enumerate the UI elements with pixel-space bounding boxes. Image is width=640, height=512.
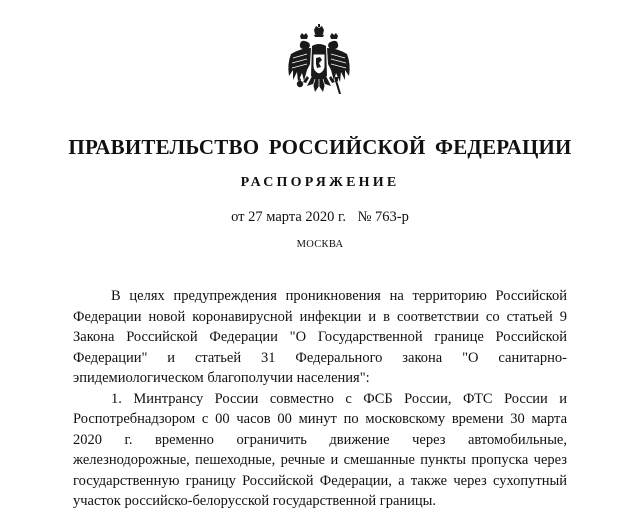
government-title: ПРАВИТЕЛЬСТВО РОССИЙСКОЙ ФЕДЕРАЦИИ <box>68 135 572 159</box>
document-number: № 763-р <box>357 209 409 225</box>
document-type: РАСПОРЯЖЕНИЕ <box>240 175 400 190</box>
document-city: МОСКВА <box>296 239 344 250</box>
document-body <box>73 286 567 512</box>
document-date: от 27 марта 2020 г. <box>231 209 346 225</box>
coat-of-arms-icon <box>283 24 355 106</box>
preamble-paragraph: В целях предупреждения проникновения на территорию Российской Федерации новой коронавирусной инфекции и в соответствии со статьей 9 Закона Российской Федерации "О Государственной границе Российской Федерации" и статьей 31 Федерального закона "О санитарно-эпидемиологическом благополучии населения": <box>73 288 567 386</box>
item-1-paragraph: 1. Минтрансу России совместно с ФСБ России, ФТС России и Роспотребнадзором с 00 часов 00 минут по московскому времени 30 марта 2020 г. временно ограничить движение через автомобильные, железнодорожные, пешеходные, речные и смешанные пункты пропуска через государственную границу Российской Федерации, а также через сухопутный участок российско-белорусской государственной границы. <box>73 390 567 509</box>
document-date-line <box>0 209 640 226</box>
